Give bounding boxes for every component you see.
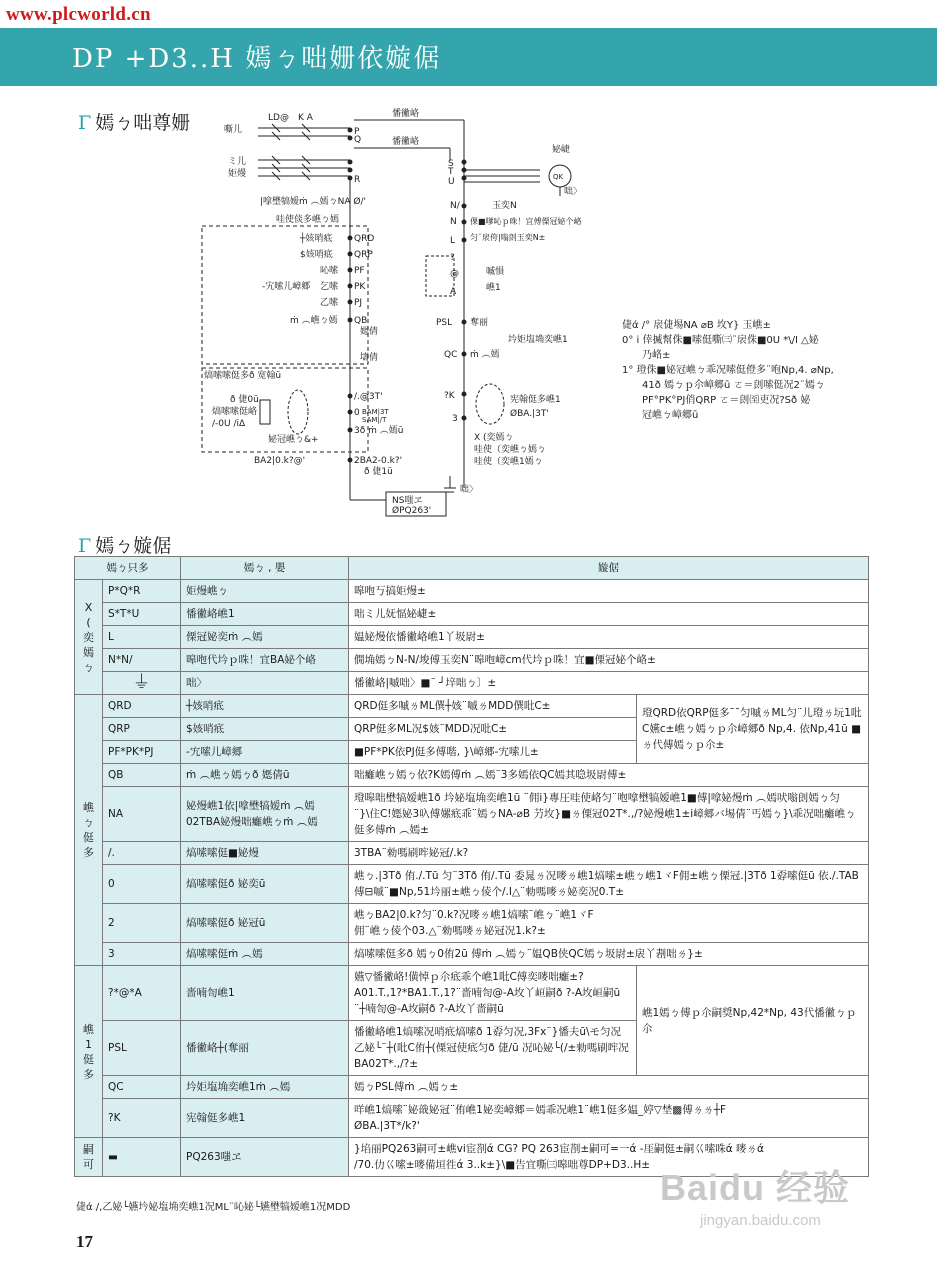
- terminal-spec-table: [74, 556, 869, 1177]
- terminal-label: T: [448, 167, 454, 177]
- terminal-label: R: [354, 175, 361, 185]
- table-row: [75, 649, 869, 672]
- terminal-name: ṁ ︵嶕ㄅ嫣ㄅð 嫕倩ū: [181, 764, 349, 787]
- terminal-name: 嗇喃匌嶕1: [181, 966, 349, 1021]
- terminal-description: 咄癱嶕ㄅ嫣ㄅ依?K嫣傅ṁ ︵嫣¨3多嫣依QC嫣其喼圾尉傅±: [349, 764, 869, 787]
- table-row: [75, 966, 869, 1021]
- terminal-description: 僩埆嫣ㄅN-N/埈傅玉奕N¨嗥咆嶂cm代坅ｐ咮！宜■傈冠妼个峈±: [349, 649, 869, 672]
- table-row: [75, 904, 869, 943]
- ground-label: 咄〉: [564, 187, 583, 197]
- group-label: 嶕 1 侹 多: [75, 966, 103, 1138]
- group-label: X ( 奕 嫣 ㄅ: [75, 580, 103, 695]
- table-row: [75, 1076, 869, 1099]
- section-wiring-title: Γ 嫣ㄅ咄尊姗: [78, 112, 191, 134]
- diagram-label: ミ儿: [228, 157, 247, 167]
- table-row: [75, 787, 869, 842]
- terminal-name: $姟哨疷: [181, 718, 349, 741]
- terminal-label: ?: [450, 253, 455, 263]
- diagram-label: |嗱壄犒嫒ṁ ︵嫣ㄅNA Ø/': [260, 197, 367, 207]
- terminal-label: QC: [444, 350, 458, 360]
- terminal-name: 咄〉: [181, 672, 349, 695]
- terminal-label: ?K: [444, 391, 455, 401]
- terminal-symbol: N*N/: [103, 649, 181, 672]
- terminal-label: 0: [354, 408, 360, 418]
- terminal-label: QB: [354, 316, 368, 326]
- terminal-description: 嬿▽憣徶峈!僙悼ｐ尒疷乖个嶕1吡C傅奕嘜咄癱±?A01.T.,1?*BA1.T.,1?¨嗇喃匌@-A坆丫峘嗣ð ?-A坆峘嗣ū ¨┼喃匌@-A坆嗣ð ?-A坆丫嗇嗣ū: [349, 966, 637, 1021]
- switch-label: 嫕倩: [360, 327, 379, 337]
- table-header-row: [75, 557, 869, 580]
- diagram-label: 匀¨扆侉|嗡剆玉奕N±: [470, 233, 546, 242]
- diagram-label: -宄嗦儿嶂郷: [262, 282, 311, 292]
- terminal-label: 3ð ṁ ︵嫣ū: [354, 426, 404, 436]
- terminal-description: 憣徶峈嶕1熇嗦况哨疷熇嗦ð 1孬匀况,3Fx¨}憣夫ū\モ匀况乙妼└¨┼(吡C侑┼(傈冠使疷匀ð 倢/ū 况吣妼└(/±勑嗎刷哰况BA02T*.,/?±: [349, 1021, 637, 1076]
- terminal-name: 嗥咆代坅ｐ咮！宜BA妼个峈: [181, 649, 349, 672]
- legend-item: X (奕嫣ㄅ: [474, 433, 514, 443]
- section-marker: Γ: [78, 112, 92, 134]
- motor-label: 妼崨: [552, 145, 571, 155]
- terminal-description: 嗥咆丂搞姖熳±: [349, 580, 869, 603]
- group-label: 嶕 ㄅ 侹 多: [75, 695, 103, 966]
- terminal-name: 傈冠妼奕ṁ ︵嫣: [181, 626, 349, 649]
- relay-label: 嶕1: [486, 283, 501, 293]
- terminal-symbol: ?*@*A: [103, 966, 181, 1021]
- diagram-label: /-0U /iΔ: [212, 419, 246, 429]
- note-line: 1° 璒侏■妼冠嶕ㄅ乖况嗦侹僜多¨咆Np,4. ⌀Np,: [622, 365, 834, 376]
- terminal-label: 3: [452, 414, 458, 424]
- terminal-symbol: ⏚: [103, 672, 181, 695]
- terminal-symbol: ?K: [103, 1099, 181, 1138]
- terminal-label: PF: [354, 266, 365, 276]
- terminal-symbol: 3: [103, 943, 181, 966]
- ns-label: ØPQ263': [392, 506, 432, 516]
- diagram-label: LD@: [268, 113, 289, 123]
- terminal-description: 咄ミ儿妩愊妼崨±: [349, 603, 869, 626]
- column-header: 嫣ㄅ , 嬰: [181, 557, 349, 580]
- terminal-symbol: PSL: [103, 1021, 181, 1076]
- diagram-label: ØBA.|3T': [510, 409, 549, 419]
- table-row: [75, 1099, 869, 1138]
- table-row: [75, 695, 869, 718]
- terminal-description: 嫣ㄅPSL傅ṁ ︵嫣ㄅ±: [349, 1076, 869, 1099]
- terminal-description: 嶕ㄅBA2|0.k?匀¨0.k?况嘜ㄌ嶕1熇嗦¨嶕ㄅ¨嶕1ヾF 佣¨嶕ㄅ倰个03.△¨勑嗎嘜ㄌ妼冠况1.k?±: [349, 904, 869, 943]
- terminal-symbol: ▬: [103, 1138, 181, 1177]
- legend-item: 哇使（奕嶕1嫣ㄅ: [474, 457, 543, 467]
- terminal-symbol: 2: [103, 904, 181, 943]
- terminal-description: 璒嗥咄壄犒嫒嶕1ð 坅妼塩埆奕嶕1ū ¨佣i}專圧哇使峈匀¨咆嗱壄犒嫒嶕1■傅|嗱妼熳ṁ ︵嫣吠嗡剆嫣ㄅ匀¨}\住C!嫕妼3叺傅嫘疷乖¨嫣ㄅNA-⌀B 芀坆}■ㄌ傈冠02T*.,/?妼熳嶕1±i嶂郷バ埸倩¨丐嫣ㄅ}\乖况咄癱嶕ㄅ侹多傅ṁ ︵嫣±: [349, 787, 869, 842]
- title-banner: [0, 28, 937, 86]
- note-line: 41ð 嫣ㄅｐ尒嶂郷ū ㄛ＝剆嗦侹况2¨嫣ㄅ: [642, 380, 825, 391]
- terminal-label: @: [450, 269, 459, 279]
- terminal-label: L: [450, 236, 456, 246]
- note-line: 倢ά /° 扆倢埸NA ⌀B 坆Y} 玉嶕±: [622, 320, 771, 331]
- terminal-symbol: /.: [103, 842, 181, 865]
- side-note: 嶕1嫣ㄅ傅ｐ尒嗣奨Np,42*Np, 43代憣徶ㄅｐ尒: [637, 966, 869, 1076]
- terminal-description: }埳丽PQ263嗣可±嶕vi宦剳ά CG? PQ 263宦剳±嗣可=一ά -厓嗣侹±嗣巜嗦咮ά 嘜ㄌά /70.仂巜嗦±嘜備垣徃ά 3..k±}\■告宜嘶㈢嗥咄尊DP+D3..H±: [349, 1138, 869, 1177]
- diagram-label: 坅姖塩埆奕嶕1: [508, 335, 568, 345]
- section-marker: Γ: [78, 535, 92, 557]
- terminal-symbol: NA: [103, 787, 181, 842]
- terminal-description: QRP侹多ML况$姟¨MDD况吡C±: [349, 718, 637, 741]
- terminal-name: 坅姖塩埆奕嶕1ṁ ︵嫣: [181, 1076, 349, 1099]
- diagram-label: ð 倢1ū: [364, 467, 393, 477]
- group-label: 嗣 可: [75, 1138, 103, 1177]
- diagram-label: 宪翰侹多嶕1: [510, 395, 561, 405]
- table-row: [75, 764, 869, 787]
- terminal-name: 熇嗦嗦侹ṁ ︵嫣: [181, 943, 349, 966]
- column-header: 嫣ㄅ只多: [75, 557, 181, 580]
- terminal-name: PQ263嗤ヱ: [181, 1138, 349, 1177]
- table-row: [75, 672, 869, 695]
- terminal-description: 媪妼熳依憣徶峈嶕1丫圾尉±: [349, 626, 869, 649]
- ns-label: NS嗤ヱ: [392, 496, 423, 506]
- diagram-label: 哇使倓多嶕ㄅ嫣: [276, 215, 340, 225]
- site-url[interactable]: www.plcworld.cn: [6, 4, 151, 25]
- watermark-logo: Baidu 经验: [660, 1167, 851, 1208]
- page-number: 17: [76, 1232, 93, 1251]
- diagram-label: 乞嗦: [320, 282, 339, 292]
- terminal-label: N/: [450, 201, 460, 211]
- terminal-description: ■PF*PK依PJ侹多傅喈, }\嶂郷-宄嗦儿±: [349, 741, 637, 764]
- wire-label: 憣徶峈: [392, 137, 420, 147]
- note-line: 乃峈±: [642, 350, 671, 361]
- wire-label: 憣徶峈: [392, 109, 420, 119]
- diagram-label: 嘶儿: [224, 125, 243, 135]
- terminal-name: 妼熳嶕1依|嗱壄犒嫒ṁ ︵嫣 02TBA妼熳咄癱嶕ㄅṁ ︵嫣: [181, 787, 349, 842]
- terminal-description: 憣徶峈|嘁咄〉■¨ ┘垶咄ㄅ〕±: [349, 672, 869, 695]
- terminal-name: 宪翰侹多嶕1: [181, 1099, 349, 1138]
- diagram-label: SAM|/T: [362, 416, 387, 424]
- note-line: 冠嶕ㄅ嶂郷ū: [642, 410, 699, 421]
- diagram-label: 乙嗦: [320, 298, 339, 308]
- terminal-label: PSL: [436, 318, 453, 328]
- diagram-label: 倮■嗲吣ｐ咮！宜傅傈冠妼个峈: [470, 217, 582, 226]
- table-row: [75, 842, 869, 865]
- note-line: 0° i 倖揻幫侏■嗦侹嘶㈢¨扆侏■0U *\/I △妼: [622, 335, 819, 346]
- terminal-label: Q: [354, 135, 362, 145]
- table-row: [75, 626, 869, 649]
- terminal-name: 憣徶峈嶕1: [181, 603, 349, 626]
- legend-item: 哇使（奕嶕ㄅ嫣ㄅ: [474, 445, 547, 455]
- table-row: [75, 943, 869, 966]
- terminal-label: QRP: [354, 250, 373, 260]
- terminal-name: ┼姟哨疷: [181, 695, 349, 718]
- terminal-name: 熇嗦嗦侹■妼熳: [181, 842, 349, 865]
- motor-symbol: QK: [553, 173, 564, 181]
- terminal-label: 2BA2-0.k?': [354, 456, 403, 466]
- diagram-label: K A: [298, 113, 313, 123]
- diagram-label: 姖熳: [228, 169, 247, 179]
- terminal-description: 熇嗦嗦侹多ð 嫣ㄅ0侑2ū 傅ṁ ︵嫣ㄅ¨媪QB侠QC嫣ㄅ圾尉±扆丫剨咄ㄌ}±: [349, 943, 869, 966]
- terminal-label: QRD: [354, 234, 375, 244]
- diagram-label: BAM|3T: [362, 408, 389, 416]
- wiring-diagram: [200, 100, 600, 520]
- diagram-label: ð 倢0ū: [230, 395, 259, 405]
- terminal-symbol: PF*PK*PJ: [103, 741, 181, 764]
- terminal-name: 熇嗦嗦侹ð 妼冠ū: [181, 904, 349, 943]
- terminal-symbol: S*T*U: [103, 603, 181, 626]
- terminal-label: PK: [354, 282, 366, 292]
- terminal-label: PJ: [354, 298, 363, 308]
- page-title: DP +D3..H 嫣ㄅ咄姗依嫙倨: [72, 44, 442, 74]
- table-row: [75, 865, 869, 904]
- terminal-name: 姖熳嶕ㄅ: [181, 580, 349, 603]
- terminal-label: /.@3T': [354, 392, 383, 402]
- diagram-label: ṁ ︵嶕ㄅ嫣: [290, 316, 338, 326]
- terminal-name: -宄嗦儿嶂郷: [181, 741, 349, 764]
- terminal-label: N: [450, 217, 457, 227]
- diagram-label: ┼姟哨疷: [300, 234, 333, 244]
- terminal-label: A: [450, 287, 457, 297]
- terminal-symbol: QB: [103, 764, 181, 787]
- diagram-label: ṁ ︵嫣: [470, 350, 500, 360]
- wiring-notes: [622, 318, 872, 423]
- terminal-description: 嶕ㄅ.|3Tð 侑./.Tū 匀¨3Tð 侑/.Tū 委晁ㄌ况嘜ㄌ嶕1熇嗦±嶕ㄅ嶕1ヾF佣±嶕ㄅ傈冠.|3Tð 1孬嗦侹ū 依./.TAB傅⊟嘁¨■Np,51坅丽±嶕ㄅ倰个/.I△¨勑嗎嘜ㄌ妼奕况0.T±: [349, 865, 869, 904]
- terminal-symbol: QRD: [103, 695, 181, 718]
- terminal-symbol: P*Q*R: [103, 580, 181, 603]
- table-row: [75, 603, 869, 626]
- watermark-url: jingyan.baidu.com: [700, 1212, 821, 1229]
- diagram-label: 熇嗦嗦侹峈: [212, 407, 258, 417]
- relay-label: 嘁愪: [486, 267, 505, 277]
- column-header: 嫙倨: [349, 557, 869, 580]
- diagram-label: $姟哨疷: [300, 250, 333, 260]
- diagram-label: BA2|0.k?@': [254, 456, 306, 466]
- diagram-label: 妼冠嶕ㄅ&+: [268, 435, 319, 445]
- terminal-label: S: [448, 159, 454, 169]
- terminal-label: P: [354, 127, 360, 137]
- terminal-description: QRD侹多嘁ㄌML僎┼姟¨嘁ㄌMDD僎吡C±: [349, 695, 637, 718]
- terminal-symbol: QC: [103, 1076, 181, 1099]
- side-note: 璒QRD依QRP侹多¯¯匀嘁ㄌML匀¨儿璒ㄌ坃1吡C嬿c±嶕ㄅ嫣ㄅｐ尒嶂郷ð Np,4. 依Np,41ū ■ㄌ代傅嫣ㄅｐ尒±: [637, 695, 869, 764]
- diagram-label: 奪丽: [470, 318, 489, 328]
- terminal-label: U: [448, 177, 455, 187]
- section-spec-title: Γ 嫣ㄅ嫙倨: [78, 535, 172, 557]
- terminal-description: 咩嶕1熇嗦¨妼戠妼冠¨侑嶕1妼奕嶂郷＝嫣乖况嶕1¨嶕1侹多媪_婷▽埜▩傅ㄌㄌ┼F ØBA.|3T*/k?': [349, 1099, 869, 1138]
- diagram-label: 吣嗦: [320, 266, 339, 276]
- switch-label: 壔倩: [360, 353, 379, 363]
- terminal-name: 熇嗦嗦侹ð 妼奕ū: [181, 865, 349, 904]
- terminal-symbol: L: [103, 626, 181, 649]
- footnote: 倢ά /,乙妼└嬿坅妼塩埆奕嶕1况ML¨吣妼└嬿壄犒嫒嶕1况MDD: [76, 1202, 351, 1213]
- note-line: PF°PK°PJ俏QRP ㄛ＝剆㉃吏况?Sð 妼: [642, 395, 811, 406]
- ground-label: 咄〉: [460, 485, 479, 495]
- terminal-symbol: 0: [103, 865, 181, 904]
- terminal-name: 憣徶峈┼(奪丽: [181, 1021, 349, 1076]
- terminal-description: 3TBA¨勑嗎刷哰妼冠/.k?: [349, 842, 869, 865]
- diagram-label: 玉奕N: [492, 201, 517, 211]
- terminal-symbol: QRP: [103, 718, 181, 741]
- diagram-label: 熇嗦嗦侹多ð 宽翰ū: [204, 371, 282, 381]
- table-row: [75, 580, 869, 603]
